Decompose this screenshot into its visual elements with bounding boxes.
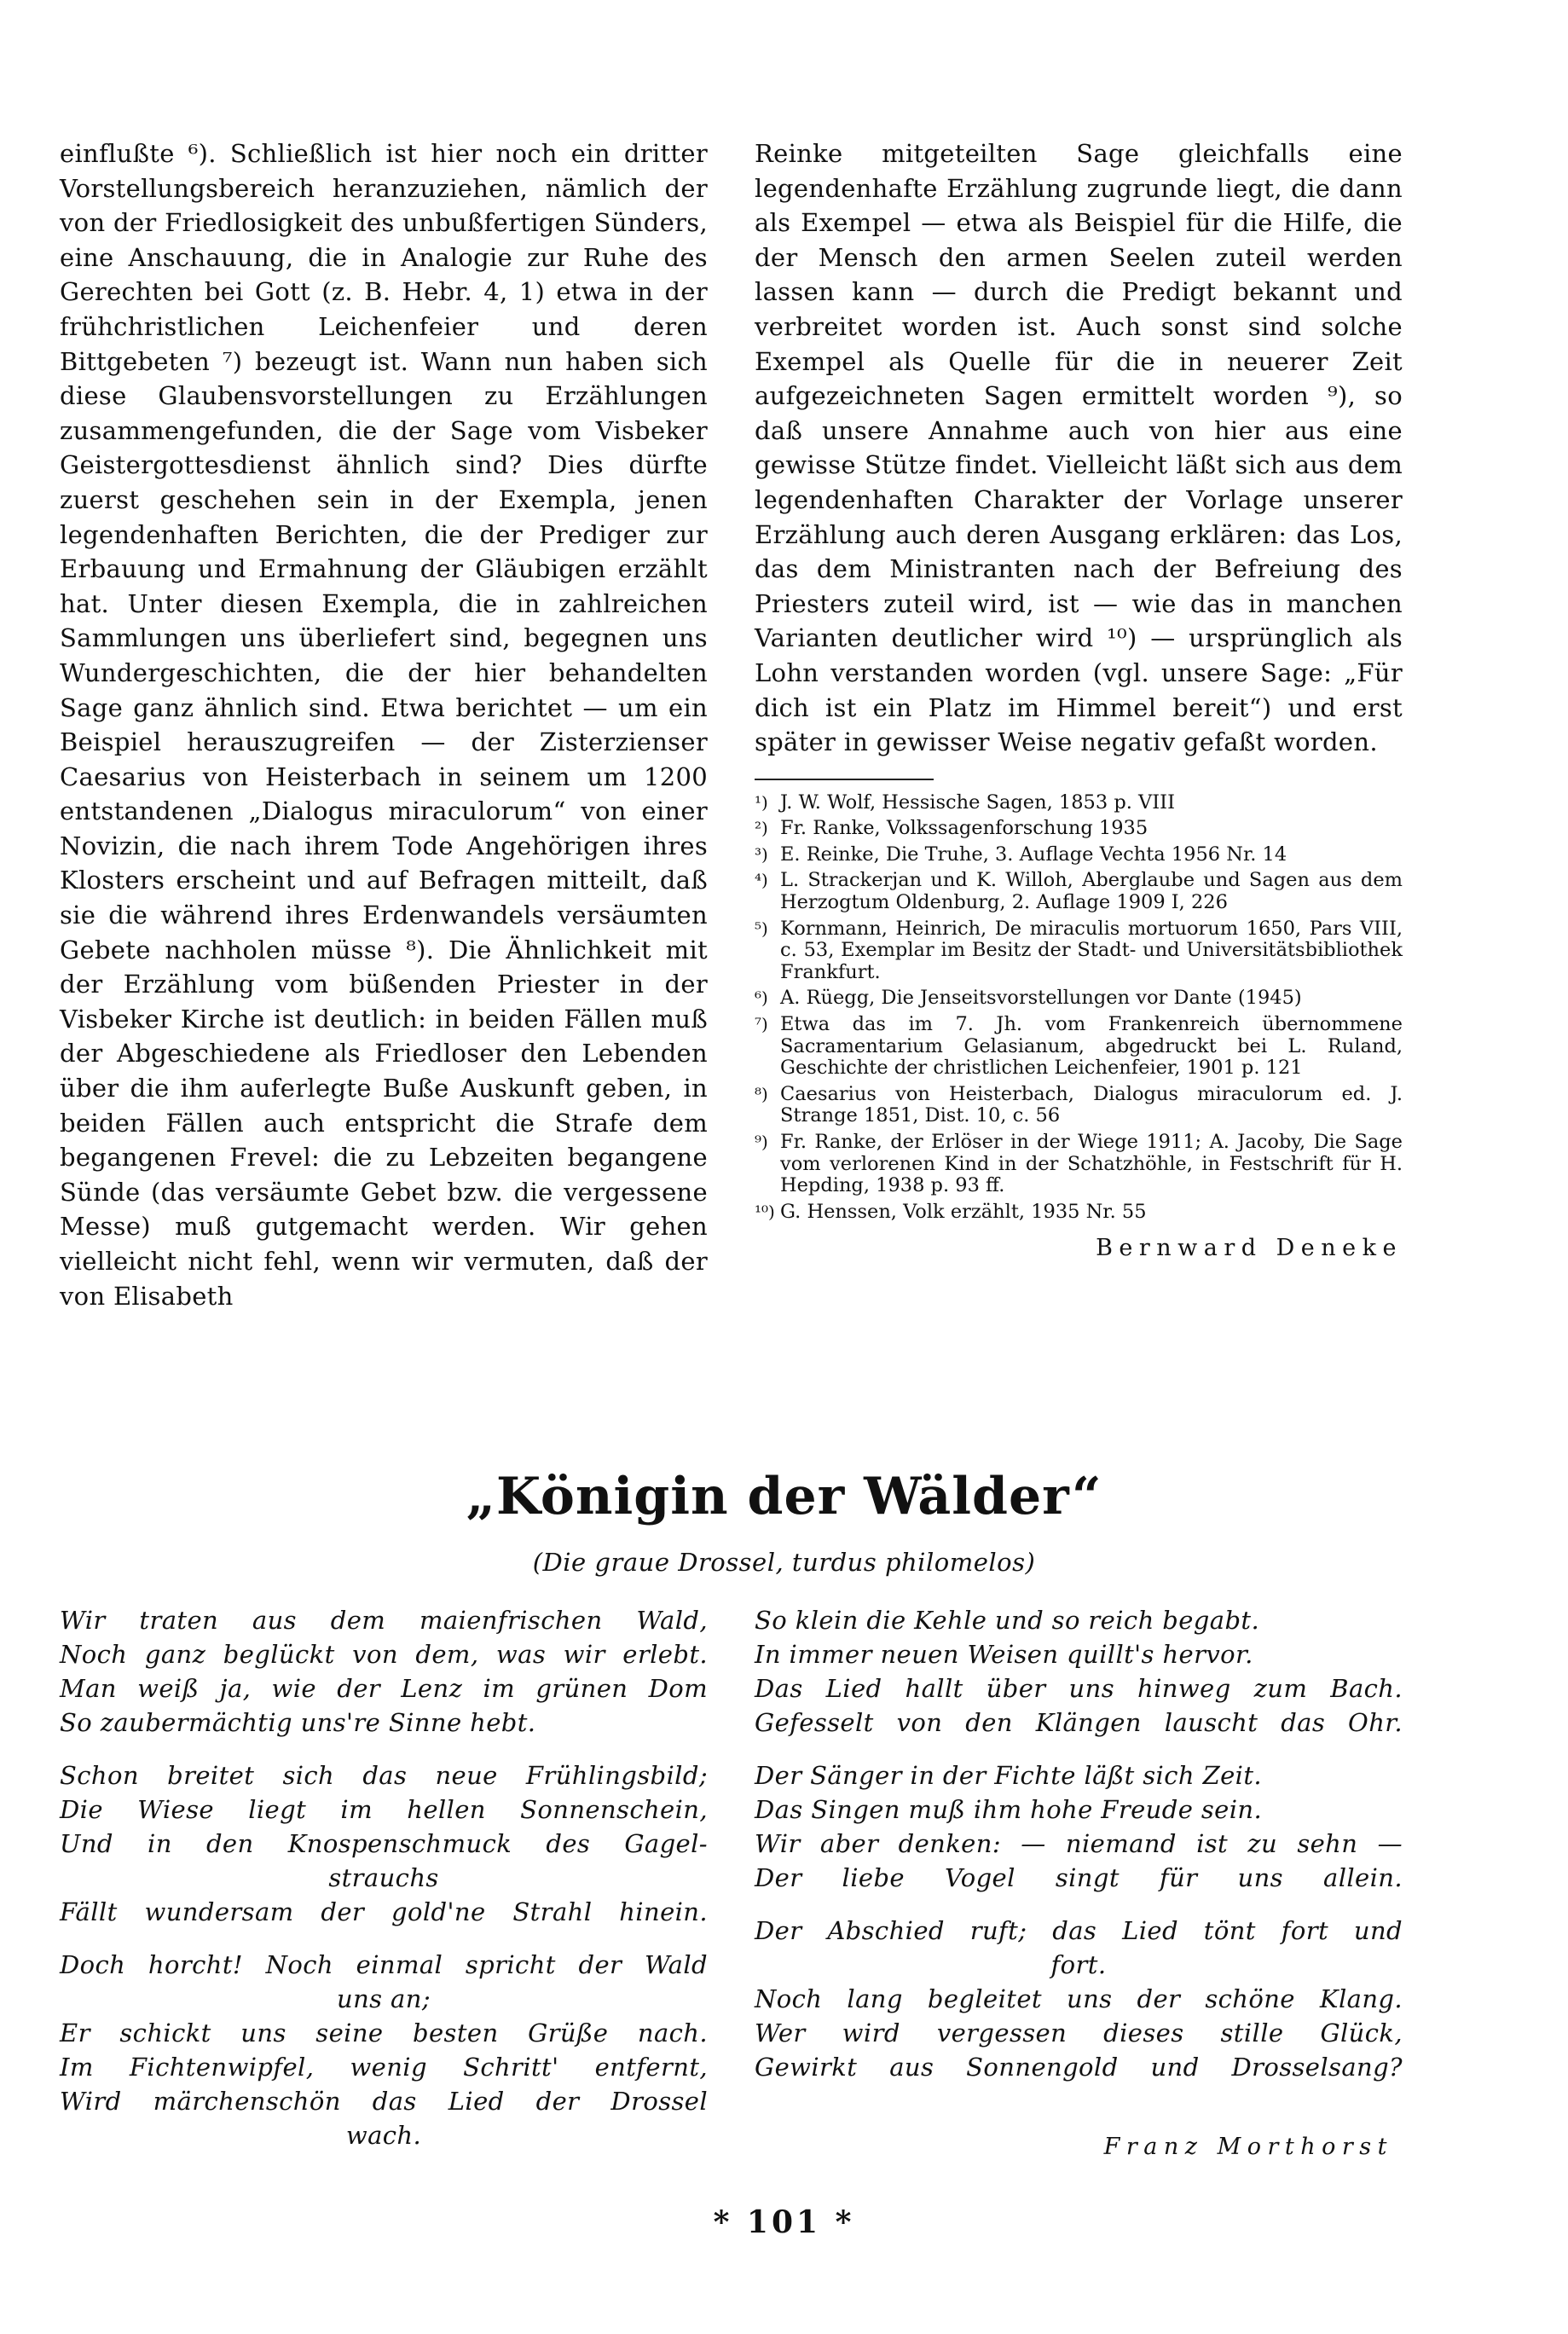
footnote-item [755, 870, 1403, 913]
footnote-item [755, 792, 1403, 814]
poem-line: Wir aber denken: — niemand ist zu sehn — [755, 1829, 1403, 1858]
poem-line: So klein die Kehle und so reich begabt. [755, 1606, 1260, 1635]
poem-stanza [60, 1603, 708, 1740]
poem-line: Wir traten aus dem maienfrischen Wald, [60, 1606, 708, 1635]
footnote-item [755, 987, 1403, 1010]
poem-line: In immer neuen Weisen quillt's hervor. [755, 1640, 1253, 1669]
footnote-text: J. W. Wolf, Hessische Sagen, 1853 p. VIII [780, 791, 1175, 814]
article-column-left [60, 136, 708, 1313]
poem-line: So zaubermächtig uns're Sinne hebt. [60, 1708, 536, 1737]
poem-stanza [60, 1948, 708, 2152]
poem-line-continuation: strauchs [328, 1863, 439, 1892]
footnote-item [755, 918, 1403, 984]
poem-line: Noch ganz beglückt von dem, was wir erlebt. [60, 1640, 708, 1669]
footnote-divider [755, 779, 934, 780]
footnote-mark: ⁴) [755, 870, 768, 891]
footnote-item [755, 844, 1403, 866]
article-text-right: Reinke mitgeteilten Sage gleichfalls eine legendenhafte Erzählung zugrunde liegt, die dann als Exempel — etwa als Beispiel für die Hilfe, die der Mensch den armen Seelen zuteil werden lassen kann — durch die Predigt bekannt und verbreitet worden ist. Auch sonst sind solche Exempel als Quelle für die in neuerer Zeit aufgezeichneten Sagen ermittelt worden ⁹), so daß unsere Annahme auch von hier aus eine gewisse Stütze findet. Vielleicht läßt sich aus dem legendenhaften Charakter der Vorlage unserer Erzählung auch deren Ausgang erklären: das Los, das dem Ministranten nach der Befreiung des Priesters zuteil wird, ist — wie das in manchen Varianten deutlicher wird ¹⁰) — ursprünglich als Lohn verstanden worden (vgl. unsere Sage: „Für dich ist ein Platz im Himmel bereit“) und erst später in gewisser Weise negativ gefaßt worden. [755, 139, 1403, 757]
article-text-left: einflußte ⁶). Schließlich ist hier noch ein dritter Vorstellungsbereich heranzuziehen, nämlich der von der Friedlosigkeit des unbußfertigen Sünders, eine Anschauung, die in Analogie zur Ruhe des Gerechten bei Gott (z. B. Hebr. 4, 1) etwa in der frühchristlichen Leichenfeier und deren Bittgebeten ⁷) bezeugt ist. Wann nun haben sich diese Glaubensvorstellungen zu Erzählungen zusammengefunden, die der Sage vom Visbeker Geistergottesdienst ähnlich sind? Dies dürfte zuerst geschehen sein in der Exempla, jenen legendenhaften Berichten, die der Prediger zur Erbauung und Ermahnung der Gläubigen erzählt hat. Unter diesen Exempla, die in zahlreichen Sammlungen uns überliefert sind, begegnen uns Wundergeschichten, die der hier behandelten Sage ganz ähnlich sind. Etwa berichtet — um ein Beispiel herauszugreifen — der Zisterzienser Caesarius von Heisterbach in seinem um 1200 entstandenen „Dialogus miraculorum“ von einer Novizin, die nach ihrem Tode Angehörigen ihres Klosters erscheint und auf Befragen mitteilt, daß sie die während ihres Erdenwandels versäumten Gebete nachholen müsse ⁸). Die Ähnlichkeit mit der Erzählung vom büßenden Priester in der Visbeker Kirche ist deutlich: in beiden Fällen muß der Abgeschiedene als Friedloser den Lebenden über die ihm auferlegte Buße Auskunft geben, in beiden Fällen auch entspricht die Strafe dem begangenen Frevel: die zu Lebzeiten begangene Sünde (das versäumte Gebet bzw. die vergessene Messe) muß gutgemacht werden. Wir gehen vielleicht nicht fehl, wenn wir vermuten, daß der von Elisabeth [60, 139, 708, 1311]
footnote-text: Kornmann, Heinrich, De miraculis mortuorum 1650, Pars VIII, c. 53, Exemplar im Besitz der Stadt- und Universitätsbibliothek Frankfurt. [780, 917, 1403, 983]
footnote-item [755, 1202, 1403, 1224]
page-number: * 101 * [713, 2204, 855, 2240]
poem-line: Und in den Knospenschmuck des Gagel- [60, 1829, 708, 1858]
poem-line: Gefesselt von den Klängen lauscht das Ohr. [755, 1708, 1403, 1737]
footnote-text: Etwa das im 7. Jh. vom Frankenreich übernommene Sacramentarium Gelasianum, abgedruckt bei L. Ruland, Geschichte der christlichen Leichenfeier, 1901 p. 121 [780, 1013, 1403, 1080]
article-author: Bernward Deneke [1096, 1235, 1403, 1262]
footnote-mark: ⁷) [755, 1014, 768, 1035]
poem-subtitle: (Die graue Drossel, turdus philomelos) [532, 1548, 1036, 1577]
poem-line: Der liebe Vogel singt für uns allein. [755, 1863, 1403, 1892]
footnote-list [755, 792, 1403, 1224]
footnote-mark: ¹⁰) [755, 1201, 775, 1222]
poem-stanza [755, 1758, 1403, 1895]
footnote-item [755, 1132, 1403, 1197]
poem-line-continuation: wach. [345, 2121, 422, 2150]
footnote-mark: ⁸) [755, 1083, 768, 1104]
footnote-item [755, 818, 1403, 840]
footnote-mark: ³) [755, 843, 768, 865]
footnote-text: Fr. Ranke, der Erlöser in der Wiege 1911; A. Jacoby, Die Sage vom verlorenen Kind in der Schatzhöhle, in Festschrift für H. Hepding, 1938 p. 93 ff. [780, 1131, 1403, 1197]
footnote-mark: ²) [755, 818, 768, 839]
footnote-item [755, 1014, 1403, 1080]
poem-line: Er schickt uns seine besten Grüße nach. [60, 2018, 708, 2047]
poem-line: Noch lang begleitet uns der schöne Klang. [755, 1984, 1403, 2013]
footnote-mark: ⁹) [755, 1132, 768, 1152]
poem-line: Der Sänger in der Fichte läßt sich Zeit. [755, 1761, 1263, 1790]
footnote-mark: ⁵) [755, 918, 768, 939]
poem-line: Der Abschied ruft; das Lied tönt fort und [755, 1916, 1403, 1945]
poem-stanza [755, 1914, 1403, 2084]
poem-line: Gewirkt aus Sonnengold und Drosselsang? [755, 2053, 1403, 2082]
poem-author: Franz Morthorst [1103, 2134, 1393, 2160]
poem-line-continuation: uns an; [337, 1984, 431, 2013]
poem-title: „Königin der Wälder“ [466, 1467, 1102, 1526]
poem-line: Schon breitet sich das neue Frühlingsbild; [60, 1761, 708, 1790]
poem-stanza [755, 1603, 1403, 1740]
poem-line: Das Singen muß ihm hohe Freude sein. [755, 1795, 1263, 1824]
footnote-text: E. Reinke, Die Truhe, 3. Auflage Vechta 1956 Nr. 14 [780, 843, 1287, 866]
poem-line: Doch horcht! Noch einmal spricht der Wald [60, 1950, 708, 1979]
poem-line: Die Wiese liegt im hellen Sonnenschein, [60, 1795, 708, 1824]
poem-line: Wer wird vergessen dieses stille Glück, [755, 2018, 1403, 2047]
footnote-text: G. Henssen, Volk erzählt, 1935 Nr. 55 [780, 1200, 1147, 1223]
poem-line: Im Fichtenwipfel, wenig Schritt' entfernt, [60, 2053, 708, 2082]
poem-column-left [60, 1603, 708, 2171]
footnote-text: Caesarius von Heisterbach, Dialogus miraculorum ed. J. Strange 1851, Dist. 10, c. 56 [780, 1082, 1403, 1127]
poem-line: Fällt wundersam der gold'ne Strahl hinein. [60, 1897, 708, 1926]
footnote-text: A. Rüegg, Die Jenseitsvorstellungen vor Dante (1945) [780, 987, 1302, 1010]
poem-line: Man weiß ja, wie der Lenz im grünen Dom [60, 1674, 708, 1703]
poem-line: Wird märchenschön das Lied der Drossel [60, 2087, 708, 2116]
footnote-mark: ¹) [755, 791, 768, 813]
poem-line-continuation: fort. [1050, 1950, 1107, 1979]
footnote-mark: ⁶) [755, 987, 768, 1009]
poem-column-right [755, 1603, 1403, 2103]
article-column-right [755, 136, 1403, 1261]
poem-stanza [60, 1758, 708, 1929]
footnote-item [755, 1084, 1403, 1127]
footnote-text: Fr. Ranke, Volkssagenforschung 1935 [780, 817, 1149, 840]
footnote-text: L. Strackerjan und K. Willoh, Aberglaube und Sagen aus dem Herzogtum Oldenburg, 2. Auflage 1909 I, 226 [780, 869, 1403, 914]
poem-line: Das Lied hallt über uns hinweg zum Bach. [755, 1674, 1403, 1703]
